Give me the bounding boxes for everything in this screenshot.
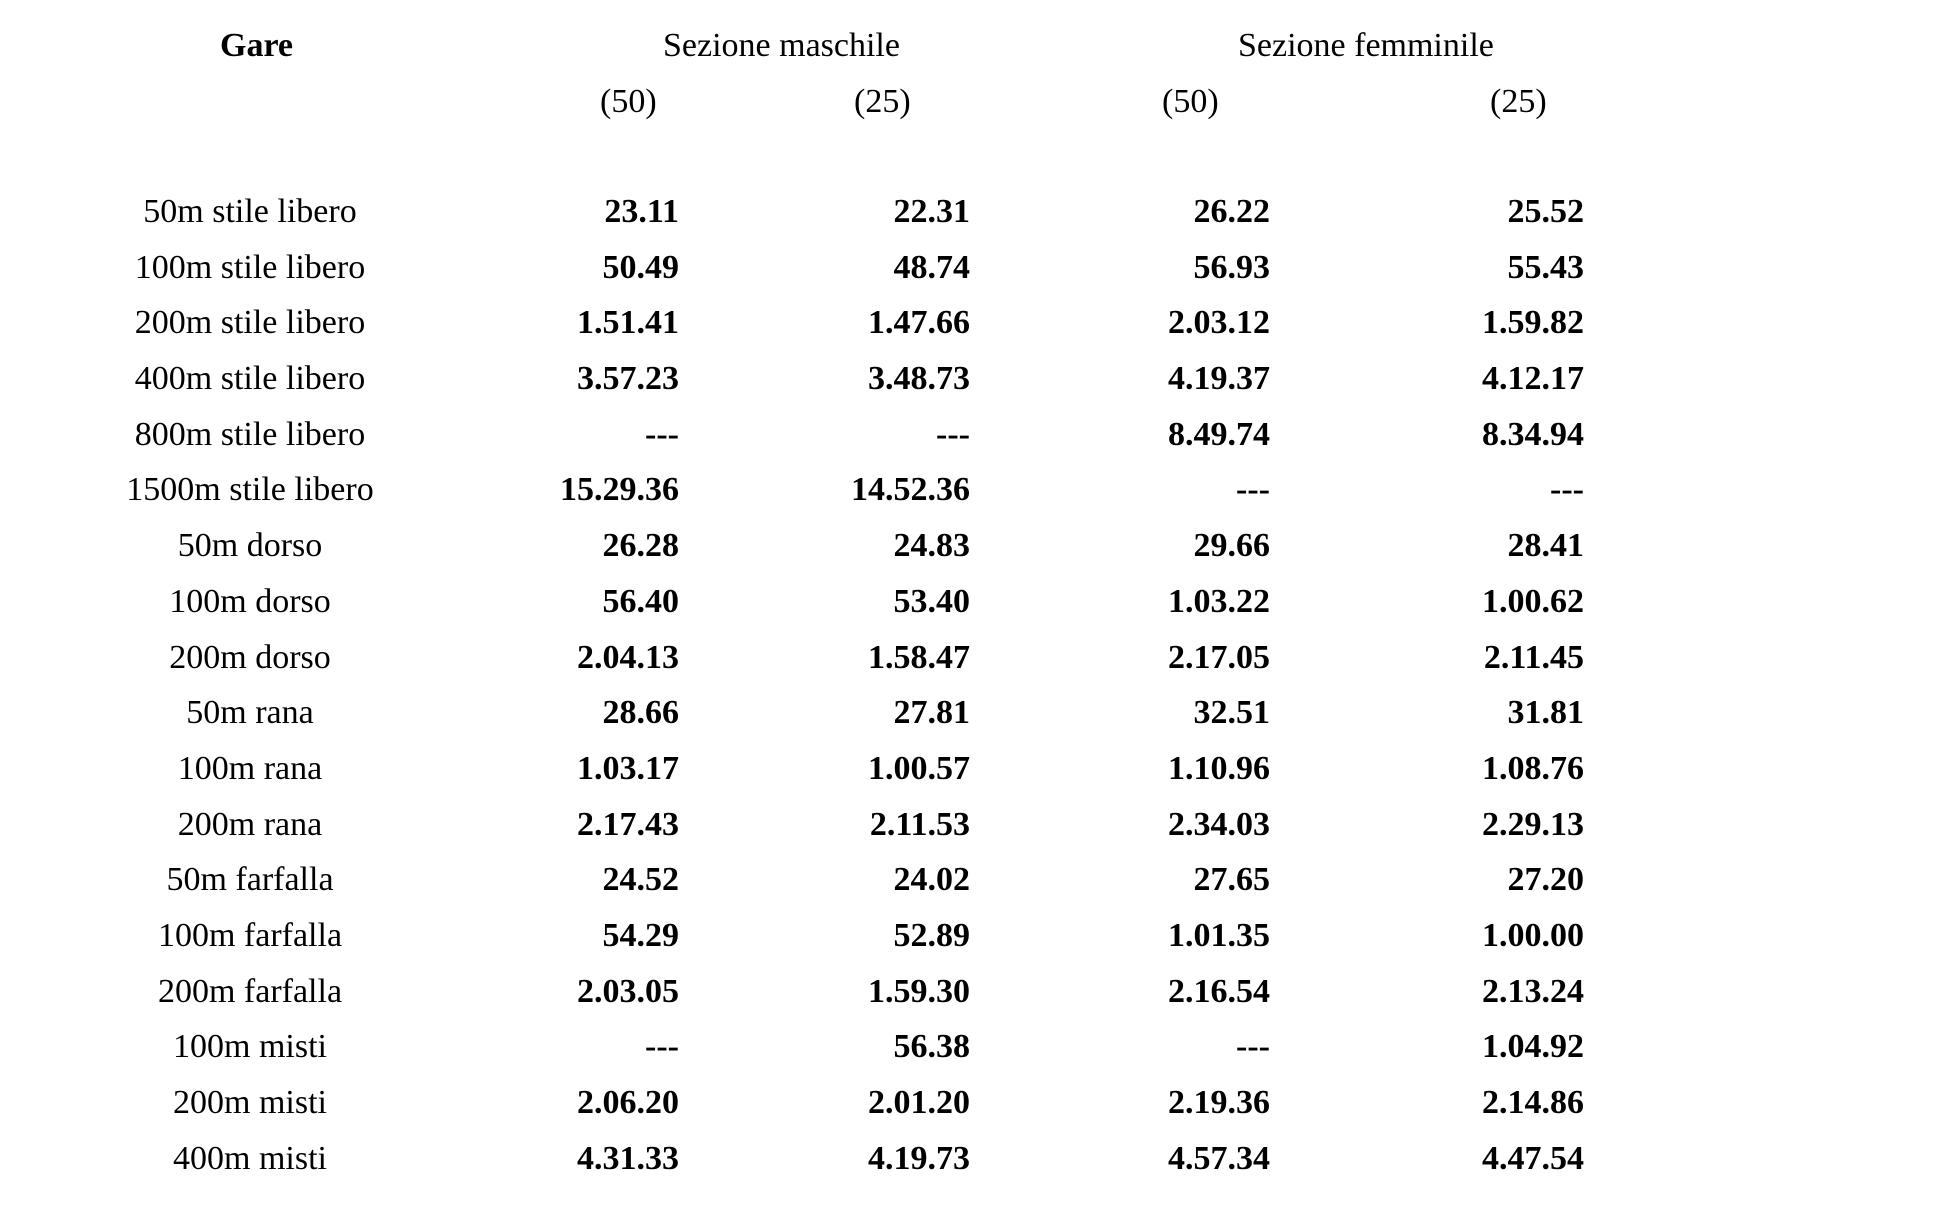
female-50-time: 4.57.34 bbox=[1168, 1139, 1270, 1177]
female-50-time: --- bbox=[1236, 1028, 1270, 1066]
female-50-time: 2.17.05 bbox=[1168, 638, 1270, 676]
male-25-time: 53.40 bbox=[893, 582, 970, 620]
event-name: 50m rana bbox=[186, 694, 314, 732]
header-female-section: Sezione femminile bbox=[1238, 27, 1494, 64]
male-50-time: 2.06.20 bbox=[577, 1084, 679, 1121]
female-50-time: 1.03.22 bbox=[1168, 582, 1270, 620]
male-50-time: 50.49 bbox=[602, 248, 679, 286]
female-25-time: 4.12.17 bbox=[1482, 360, 1584, 398]
event-name: 200m farfalla bbox=[157, 972, 343, 1010]
male-25-time: 48.74 bbox=[893, 248, 970, 286]
table-row bbox=[0, 468, 1948, 524]
female-25-time: 1.04.92 bbox=[1482, 1028, 1584, 1066]
header-male-section: Sezione maschile bbox=[663, 27, 900, 64]
table-row bbox=[0, 970, 1948, 1026]
female-25-time: 4.47.54 bbox=[1482, 1139, 1584, 1177]
female-25-time: 1.00.62 bbox=[1482, 582, 1584, 620]
female-50-time: 1.10.96 bbox=[1168, 749, 1270, 787]
male-25-time: 2.11.53 bbox=[869, 805, 970, 843]
table-row bbox=[0, 1137, 1948, 1193]
table-row bbox=[0, 914, 1948, 970]
male-25-time: 2.01.20 bbox=[868, 1084, 970, 1121]
subheader-female-50: (50) bbox=[1162, 83, 1219, 120]
table-row bbox=[0, 747, 1948, 803]
female-50-time: 1.01.35 bbox=[1168, 916, 1270, 954]
male-25-time: 1.59.30 bbox=[868, 972, 970, 1010]
event-name: 50m stile libero bbox=[143, 193, 357, 230]
male-50-time: 2.04.13 bbox=[577, 638, 679, 676]
male-50-time: 54.29 bbox=[602, 916, 679, 954]
event-name: 100m dorso bbox=[169, 582, 331, 620]
female-25-time: 2.11.45 bbox=[1483, 638, 1584, 676]
event-name: 100m rana bbox=[177, 749, 323, 787]
male-50-time: --- bbox=[645, 1028, 679, 1066]
event-name: 100m stile libero bbox=[134, 248, 366, 286]
event-name: 100m misti bbox=[173, 1028, 327, 1066]
table-row bbox=[0, 580, 1948, 636]
male-25-time: 1.58.47 bbox=[868, 638, 970, 676]
male-25-time: 1.47.66 bbox=[868, 304, 970, 342]
female-50-time: 32.51 bbox=[1193, 694, 1270, 732]
female-25-time: 2.14.86 bbox=[1482, 1084, 1584, 1121]
male-50-time: 4.31.33 bbox=[577, 1139, 679, 1177]
female-25-time: 1.08.76 bbox=[1482, 749, 1584, 787]
table-row bbox=[0, 858, 1948, 914]
female-50-time: 2.19.36 bbox=[1168, 1084, 1270, 1121]
subheader-male-50: (50) bbox=[600, 83, 657, 120]
male-25-time: 1.00.57 bbox=[868, 749, 970, 787]
male-50-time: 1.03.17 bbox=[577, 749, 679, 787]
event-name: 50m farfalla bbox=[166, 861, 334, 899]
male-50-time: 1.51.41 bbox=[577, 304, 679, 342]
table-row bbox=[0, 190, 1948, 246]
table-row bbox=[0, 1025, 1948, 1081]
male-25-time: 52.89 bbox=[893, 916, 970, 954]
female-50-time: --- bbox=[1236, 471, 1270, 509]
female-50-time: 2.34.03 bbox=[1168, 805, 1270, 843]
table-row bbox=[0, 524, 1948, 580]
table-row bbox=[0, 1081, 1948, 1137]
female-25-time: 28.41 bbox=[1507, 527, 1584, 565]
female-25-time: 55.43 bbox=[1507, 248, 1584, 286]
male-25-time: 27.81 bbox=[893, 694, 970, 732]
event-name: 100m farfalla bbox=[157, 916, 343, 954]
event-name: 200m misti bbox=[173, 1084, 327, 1121]
table-row bbox=[0, 246, 1948, 302]
table-body bbox=[0, 190, 1948, 1192]
female-25-time: --- bbox=[1550, 471, 1584, 509]
male-50-time: --- bbox=[645, 415, 679, 453]
female-25-time: 2.13.24 bbox=[1482, 972, 1584, 1010]
female-25-time: 27.20 bbox=[1507, 861, 1584, 899]
female-50-time: 27.65 bbox=[1193, 861, 1270, 899]
female-50-time: 29.66 bbox=[1193, 527, 1270, 565]
female-25-time: 1.00.00 bbox=[1482, 916, 1584, 954]
subheader-female-25: (25) bbox=[1490, 83, 1547, 120]
male-25-time: 4.19.73 bbox=[868, 1139, 970, 1177]
female-50-time: 2.16.54 bbox=[1168, 972, 1270, 1010]
event-name: 200m dorso bbox=[169, 638, 331, 676]
event-name: 50m dorso bbox=[177, 527, 323, 565]
female-50-time: 56.93 bbox=[1193, 248, 1270, 286]
female-50-time: 8.49.74 bbox=[1168, 415, 1270, 453]
table-row bbox=[0, 803, 1948, 859]
female-25-time: 2.29.13 bbox=[1482, 805, 1584, 843]
male-50-time: 26.28 bbox=[602, 527, 679, 565]
male-25-time: --- bbox=[936, 415, 970, 453]
male-25-time: 14.52.36 bbox=[851, 471, 970, 509]
header-gare: Gare bbox=[220, 27, 294, 64]
male-25-time: 56.38 bbox=[893, 1028, 970, 1066]
female-50-time: 26.22 bbox=[1193, 193, 1270, 230]
male-50-time: 56.40 bbox=[602, 582, 679, 620]
female-25-time: 8.34.94 bbox=[1482, 415, 1584, 453]
female-50-time: 2.03.12 bbox=[1168, 304, 1270, 342]
male-50-time: 23.11 bbox=[604, 193, 679, 230]
event-name: 200m stile libero bbox=[134, 304, 366, 342]
female-50-time: 4.19.37 bbox=[1168, 360, 1270, 398]
male-50-time: 15.29.36 bbox=[560, 471, 679, 509]
event-name: 400m stile libero bbox=[134, 360, 366, 398]
table-row bbox=[0, 301, 1948, 357]
table-row bbox=[0, 691, 1948, 747]
event-name: 800m stile libero bbox=[134, 415, 366, 453]
male-25-time: 3.48.73 bbox=[868, 360, 970, 398]
subheader-male-25: (25) bbox=[854, 83, 911, 120]
event-name: 1500m stile libero bbox=[126, 471, 374, 509]
male-50-time: 24.52 bbox=[602, 861, 679, 899]
male-25-time: 24.02 bbox=[893, 861, 970, 899]
female-25-time: 1.59.82 bbox=[1482, 304, 1584, 342]
male-50-time: 2.17.43 bbox=[577, 805, 679, 843]
event-name: 200m rana bbox=[177, 805, 323, 843]
female-25-time: 31.81 bbox=[1507, 694, 1584, 732]
female-25-time: 25.52 bbox=[1507, 193, 1584, 230]
event-name: 400m misti bbox=[173, 1139, 327, 1177]
table-row bbox=[0, 636, 1948, 692]
table-row bbox=[0, 413, 1948, 469]
male-50-time: 3.57.23 bbox=[577, 360, 679, 398]
male-25-time: 24.83 bbox=[893, 527, 970, 565]
male-25-time: 22.31 bbox=[893, 193, 970, 230]
male-50-time: 28.66 bbox=[602, 694, 679, 732]
male-50-time: 2.03.05 bbox=[577, 972, 679, 1010]
table-row bbox=[0, 357, 1948, 413]
